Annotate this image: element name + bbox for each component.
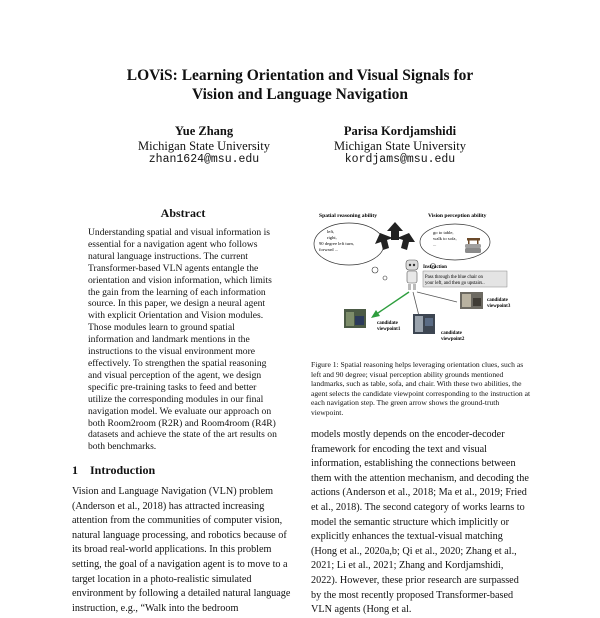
instruction-label: Instruction bbox=[423, 265, 447, 270]
visual-thought-bubble bbox=[420, 224, 490, 260]
section-number: 1 bbox=[72, 463, 78, 477]
viewpoint2-label: candidate viewpoint2 bbox=[441, 331, 465, 342]
title-line-1: LOViS: Learning Orientation and Visual Signals for bbox=[126, 67, 474, 84]
spatial-bubble-text: left, right, 90 degree left turn, forward ... bbox=[319, 229, 354, 252]
candidate-arrow bbox=[417, 292, 457, 302]
robot-agent-icon bbox=[406, 260, 418, 290]
bubble-dot bbox=[372, 267, 378, 273]
author-affiliation: Michigan State University bbox=[334, 138, 466, 153]
author-block-2 bbox=[280, 124, 520, 168]
viewpoint3-label: candidate viewpoint3 bbox=[487, 298, 511, 309]
author-name: Yue Zhang bbox=[174, 124, 234, 138]
author-email[interactable]: zhan1624@msu.edu bbox=[148, 153, 260, 166]
sofa-icon bbox=[465, 244, 481, 253]
viewpoint1-label: candidate viewpoint1 bbox=[377, 321, 401, 332]
author-email[interactable]: kordjams@msu.edu bbox=[344, 153, 456, 166]
abstract-heading: Abstract bbox=[160, 206, 206, 220]
title-line-2: Vision and Language Navigation bbox=[191, 86, 409, 103]
author-affiliation: Michigan State University bbox=[138, 138, 270, 153]
ground-truth-arrow-head bbox=[371, 310, 380, 318]
author-name: Parisa Kordjamshidi bbox=[343, 124, 457, 138]
figure-1 bbox=[305, 204, 527, 366]
section-heading-introduction bbox=[72, 463, 155, 478]
candidate-arrow bbox=[413, 292, 419, 316]
figure-label-visual: Vision perception ability bbox=[428, 213, 487, 219]
figure-label-spatial: Spatial reasoning ability bbox=[319, 213, 378, 219]
visual-bubble-text: go to table, walk to sofa, ... bbox=[433, 230, 457, 247]
figure-1-illustration bbox=[305, 204, 527, 366]
paper-title bbox=[0, 66, 600, 104]
bubble-dot bbox=[383, 276, 387, 280]
section-title: Introduction bbox=[90, 463, 156, 477]
figure-1-caption: Figure 1: Spatial reasoning helps leveraging orientation clues, such as left and 90 degree; visual perception ability grounds mentioned landmarks, such as table, sofa, and chair. With these two abilities, the agent selects the candidate viewpoint corresponding to the instruction at each navigation step. The green arrow shows the ground-truth viewpoint. bbox=[311, 360, 531, 417]
abstract-text: Understanding spatial and visual information is essential for a navigation agent who follows natural language instructions. The current Transformer-based VLN agents entangle the orientation and vision information, which limits the gain from the learning of each information source. In this paper, we design a neural agent with explicit Orientation and Vision modules. Those modules learn to ground spatial information and landmark mentions in the instructions to the visual environment more effectively. To strengthen the spatial reasoning and visual perception of the agent, we design specific pre-training tasks to feed and better utilize the corresponding modules in our final navigation model. We evaluate our approach on both Room2room (R2R) and Room4room (R4R) datasets and achieve the state of the art results on both benchmarks. bbox=[88, 227, 277, 453]
right-column-text: models mostly depends on the encoder-decoder framework for encoding the text and visual information, establishing the connections between them with the attention mechanism, and decoding the actions (Anderson et al., 2018; Ma et al., 2019; Fried et al., 2018). The second category of works learns to model the semantic structure which implicitly or explicitly enhances the textual-visual matching (Hong et al., 2020a,b; Qi et al., 2020; Zhang et al., 2021; Li et al., 2021; Zhang and Kordjamshidi, 2022). However, these prior research are surpassed by the most recently proposed Transformer-based VLN agents (Hong et al. bbox=[311, 429, 529, 616]
introduction-text: Vision and Language Navigation (VLN) problem (Anderson et al., 2018) has attracted increasing attention from the communities of computer vision, natural language processing, and robotics because of its broad real-world applications. In this problem setting, the goal of a navigation agent is to move to a target location in a photo-realistic simulated environment by following a detailed natural language instruction, e.g., “Walk into the bedroom bbox=[72, 486, 291, 614]
ground-truth-arrow bbox=[375, 292, 409, 315]
instruction-text: Pass through the blue chair on your left, and then go upstairs.. bbox=[425, 275, 485, 286]
